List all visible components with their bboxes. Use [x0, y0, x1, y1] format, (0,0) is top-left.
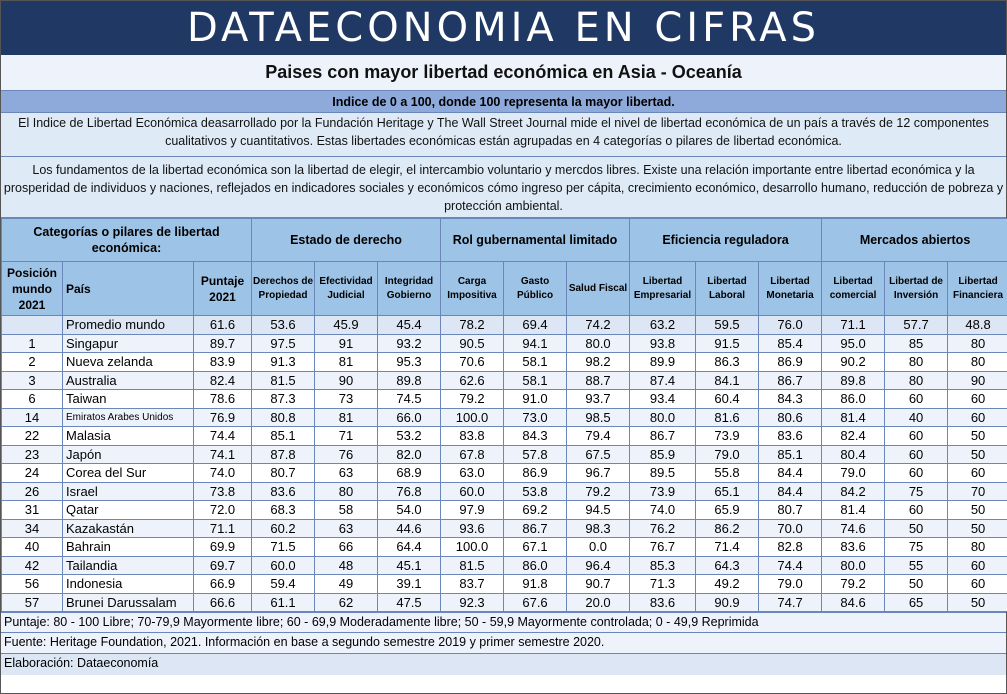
cell-value: 60: [948, 575, 1007, 594]
cell-position: 1: [2, 334, 63, 353]
cell-value: 73.9: [630, 482, 696, 501]
cell-value: 86.9: [759, 353, 822, 372]
cell-country: Taiwan: [63, 390, 194, 409]
cell-value: 82.4: [822, 427, 885, 446]
cell-position: 14: [2, 408, 63, 427]
cell-value: 86.9: [504, 464, 567, 483]
cell-value: 39.1: [378, 575, 441, 594]
cell-value: 60: [948, 464, 1007, 483]
cell-value: 75: [885, 538, 948, 557]
cell-score: 73.8: [194, 482, 252, 501]
cell-value: 70: [948, 482, 1007, 501]
cell-value: 70.0: [759, 519, 822, 538]
cell-value: 87.4: [630, 371, 696, 390]
cell-value: 55: [885, 556, 948, 575]
cell-value: 40: [885, 408, 948, 427]
cell-value: 45.1: [378, 556, 441, 575]
cell-value: 93.8: [630, 334, 696, 353]
cell-value: 45.4: [378, 316, 441, 335]
cell-position: 26: [2, 482, 63, 501]
categories-header: Categorías o pilares de libertad económica:: [2, 219, 252, 262]
table-row: [2, 556, 1007, 575]
cell-value: 79.2: [567, 482, 630, 501]
cell-value: 49.2: [696, 575, 759, 594]
cell-value: 45.9: [315, 316, 378, 335]
cell-position: 2: [2, 353, 63, 372]
cell-position: [2, 316, 63, 335]
cell-value: 90: [948, 371, 1007, 390]
cell-value: 57.7: [885, 316, 948, 335]
column-header-row: [2, 262, 1007, 316]
col-header-pais: País: [63, 262, 194, 316]
cell-value: 90: [315, 371, 378, 390]
cell-value: 53.8: [504, 482, 567, 501]
cell-value: 85.1: [252, 427, 315, 446]
description-paragraph-1: El Indice de Libertad Económica deasarrollado por la Fundación Heritage y The Wall Street Journal mide el nivel de libertad económica de un país a través de 12 componentes cualitativos y cuantitativos. Estas libertades económicas están agrupadas en 4 categorías o pilares de libertad económica.: [1, 113, 1006, 157]
cell-value: 44.6: [378, 519, 441, 538]
cell-score: 71.1: [194, 519, 252, 538]
cell-value: 71.4: [696, 538, 759, 557]
cell-score: 89.7: [194, 334, 252, 353]
cell-value: 78.2: [441, 316, 504, 335]
col-header-puntaje: Puntaje 2021: [194, 262, 252, 316]
cell-value: 82.8: [759, 538, 822, 557]
cell-value: 71: [315, 427, 378, 446]
cell-value: 65.9: [696, 501, 759, 520]
col-header-posicion: Posición mundo 2021: [2, 262, 63, 316]
cell-score: 76.9: [194, 408, 252, 427]
cell-country: Qatar: [63, 501, 194, 520]
table-row: [2, 501, 1007, 520]
table-row: [2, 445, 1007, 464]
group-header-mercados-abiertos: Mercados abiertos: [822, 219, 1007, 262]
cell-value: 97.5: [252, 334, 315, 353]
cell-value: 80: [885, 371, 948, 390]
cell-value: 74.6: [822, 519, 885, 538]
cell-value: 84.4: [759, 482, 822, 501]
col-header-libertad-financiera: Libertad Financiera: [948, 262, 1007, 316]
cell-country: Promedio mundo: [63, 316, 194, 335]
group-header-rol-gubernamental: Rol gubernamental limitado: [441, 219, 630, 262]
cell-country: Tailandia: [63, 556, 194, 575]
cell-value: 73.9: [696, 427, 759, 446]
cell-value: 66.0: [378, 408, 441, 427]
cell-value: 83.6: [630, 593, 696, 612]
cell-value: 80: [885, 353, 948, 372]
cell-position: 57: [2, 593, 63, 612]
cell-score: 69.9: [194, 538, 252, 557]
cell-value: 86.3: [696, 353, 759, 372]
cell-value: 71.3: [630, 575, 696, 594]
cell-value: 65: [885, 593, 948, 612]
cell-value: 74.5: [378, 390, 441, 409]
cell-value: 57.8: [504, 445, 567, 464]
cell-country: Brunei Darussalam: [63, 593, 194, 612]
cell-value: 79.0: [696, 445, 759, 464]
col-header-libertad-laboral: Libertad Laboral: [696, 262, 759, 316]
cell-value: 60: [948, 408, 1007, 427]
cell-score: 66.9: [194, 575, 252, 594]
cell-value: 63.0: [441, 464, 504, 483]
cell-value: 50: [948, 445, 1007, 464]
table-row: [2, 390, 1007, 409]
footer-source: Fuente: Heritage Foundation, 2021. Información en base a segundo semestre 2019 y primer semestre 2020.: [1, 632, 1006, 653]
cell-value: 86.0: [504, 556, 567, 575]
cell-value: 60: [885, 445, 948, 464]
cell-value: 87.3: [252, 390, 315, 409]
cell-value: 74.7: [759, 593, 822, 612]
cell-score: 82.4: [194, 371, 252, 390]
cell-value: 90.2: [822, 353, 885, 372]
cell-value: 59.5: [696, 316, 759, 335]
table-row: [2, 408, 1007, 427]
cell-value: 89.9: [630, 353, 696, 372]
cell-country: Corea del Sur: [63, 464, 194, 483]
cell-value: 80: [948, 538, 1007, 557]
cell-value: 95.3: [378, 353, 441, 372]
cell-value: 69.4: [504, 316, 567, 335]
cell-value: 91.8: [504, 575, 567, 594]
cell-value: 80: [948, 334, 1007, 353]
cell-value: 60: [885, 390, 948, 409]
cell-value: 96.7: [567, 464, 630, 483]
cell-value: 80.0: [567, 334, 630, 353]
col-header-carga-impositiva: Carga Impositiva: [441, 262, 504, 316]
cell-value: 82.0: [378, 445, 441, 464]
cell-value: 67.1: [504, 538, 567, 557]
cell-position: 31: [2, 501, 63, 520]
cell-value: 91: [315, 334, 378, 353]
cell-value: 98.3: [567, 519, 630, 538]
cell-value: 60: [885, 427, 948, 446]
cell-value: 55.8: [696, 464, 759, 483]
cell-value: 84.6: [822, 593, 885, 612]
cell-value: 94.5: [567, 501, 630, 520]
cell-country: Singapur: [63, 334, 194, 353]
cell-value: 81.4: [822, 408, 885, 427]
table-row: [2, 593, 1007, 612]
cell-value: 69.2: [504, 501, 567, 520]
cell-value: 64.4: [378, 538, 441, 557]
cell-value: 0.0: [567, 538, 630, 557]
cell-value: 58.1: [504, 371, 567, 390]
group-header-row: [2, 219, 1007, 262]
cell-value: 84.1: [696, 371, 759, 390]
cell-value: 97.9: [441, 501, 504, 520]
table-body: [2, 316, 1007, 612]
cell-value: 62.6: [441, 371, 504, 390]
cell-value: 58: [315, 501, 378, 520]
col-header-gasto-publico: Gasto Público: [504, 262, 567, 316]
cell-value: 85.1: [759, 445, 822, 464]
group-header-eficiencia-reguladora: Eficiencia reguladora: [630, 219, 822, 262]
cell-value: 86.7: [759, 371, 822, 390]
cell-value: 63.2: [630, 316, 696, 335]
cell-value: 67.5: [567, 445, 630, 464]
col-header-integridad-gobierno: Integridad Gobierno: [378, 262, 441, 316]
cell-value: 60: [885, 464, 948, 483]
cell-value: 60.0: [441, 482, 504, 501]
cell-value: 93.6: [441, 519, 504, 538]
page-subtitle: Indice de 0 a 100, donde 100 representa la mayor libertad.: [1, 91, 1006, 113]
col-header-libertad-empresarial: Libertad Empresarial: [630, 262, 696, 316]
cell-country: Malasia: [63, 427, 194, 446]
cell-value: 75: [885, 482, 948, 501]
cell-value: 80.4: [822, 445, 885, 464]
cell-score: 83.9: [194, 353, 252, 372]
cell-value: 81: [315, 408, 378, 427]
cell-position: 6: [2, 390, 63, 409]
cell-value: 84.4: [759, 464, 822, 483]
page-title: Paises con mayor libertad económica en Asia - Oceanía: [1, 55, 1006, 91]
table-row: [2, 538, 1007, 557]
cell-value: 50: [948, 501, 1007, 520]
description-paragraph-2: Los fundamentos de la libertad económica son la libertad de elegir, el intercambio voluntario y mercdos libres. Existe una relación importante entre libertad económica y la prosperidad de individuos y naciones, reflejados en indicadores sociales y económicos cómo ingreso per cápita, crecimiento económico, desarrollo humano, reducción de pobreza y protección ambiental.: [1, 157, 1006, 218]
cell-value: 81.4: [822, 501, 885, 520]
cell-value: 50: [885, 519, 948, 538]
cell-value: 81.6: [696, 408, 759, 427]
cell-country: Nueva zelanda: [63, 353, 194, 372]
cell-value: 80.0: [822, 556, 885, 575]
cell-value: 81.5: [252, 371, 315, 390]
cell-value: 100.0: [441, 538, 504, 557]
cell-value: 48.8: [948, 316, 1007, 335]
cell-value: 90.9: [696, 593, 759, 612]
table-row-world-average: [2, 316, 1007, 335]
cell-score: 66.6: [194, 593, 252, 612]
cell-value: 65.1: [696, 482, 759, 501]
cell-value: 76.7: [630, 538, 696, 557]
cell-value: 80.0: [630, 408, 696, 427]
cell-value: 61.1: [252, 593, 315, 612]
col-header-libertad-inversion: Libertad de Inversión: [885, 262, 948, 316]
cell-value: 49: [315, 575, 378, 594]
cell-score: 74.0: [194, 464, 252, 483]
cell-value: 50: [885, 575, 948, 594]
col-header-salud-fiscal: Salud Fiscal: [567, 262, 630, 316]
cell-value: 71.5: [252, 538, 315, 557]
cell-value: 83.6: [252, 482, 315, 501]
cell-value: 83.7: [441, 575, 504, 594]
cell-value: 84.2: [822, 482, 885, 501]
table-row: [2, 427, 1007, 446]
cell-value: 53.2: [378, 427, 441, 446]
cell-value: 71.1: [822, 316, 885, 335]
footer-scale-note: Puntaje: 80 - 100 Libre; 70-79,9 Mayormente libre; 60 - 69,9 Moderadamente libre; 50 - 59,9 Mayormente controlada; 0 - 49,9 Reprimida: [1, 612, 1006, 632]
cell-value: 81.5: [441, 556, 504, 575]
cell-value: 80.8: [252, 408, 315, 427]
cell-score: 74.4: [194, 427, 252, 446]
cell-score: 69.7: [194, 556, 252, 575]
cell-value: 74.2: [567, 316, 630, 335]
col-header-libertad-monetaria: Libertad Monetaria: [759, 262, 822, 316]
cell-value: 80.7: [252, 464, 315, 483]
cell-value: 90.7: [567, 575, 630, 594]
col-header-libertad-comercial: Libertad comercial: [822, 262, 885, 316]
cell-value: 79.2: [822, 575, 885, 594]
cell-value: 20.0: [567, 593, 630, 612]
cell-value: 58.1: [504, 353, 567, 372]
cell-value: 90.5: [441, 334, 504, 353]
cell-position: 22: [2, 427, 63, 446]
cell-value: 84.3: [504, 427, 567, 446]
cell-value: 89.5: [630, 464, 696, 483]
cell-value: 73.0: [504, 408, 567, 427]
cell-value: 76.0: [759, 316, 822, 335]
cell-value: 68.9: [378, 464, 441, 483]
cell-value: 80.7: [759, 501, 822, 520]
cell-value: 74.4: [759, 556, 822, 575]
cell-score: 78.6: [194, 390, 252, 409]
cell-value: 83.6: [759, 427, 822, 446]
table-row: [2, 353, 1007, 372]
table-row: [2, 464, 1007, 483]
cell-value: 86.2: [696, 519, 759, 538]
cell-value: 60: [948, 390, 1007, 409]
cell-value: 93.2: [378, 334, 441, 353]
table-row: [2, 482, 1007, 501]
cell-score: 61.6: [194, 316, 252, 335]
cell-position: 42: [2, 556, 63, 575]
cell-position: 23: [2, 445, 63, 464]
cell-value: 91.0: [504, 390, 567, 409]
cell-value: 60: [948, 556, 1007, 575]
cell-value: 79.2: [441, 390, 504, 409]
cell-value: 85.4: [759, 334, 822, 353]
cell-value: 86.7: [504, 519, 567, 538]
cell-value: 91.5: [696, 334, 759, 353]
cell-country: Emiratos Arabes Unidos: [63, 408, 194, 427]
cell-value: 91.3: [252, 353, 315, 372]
cell-value: 88.7: [567, 371, 630, 390]
cell-country: Kazakastán: [63, 519, 194, 538]
cell-value: 59.4: [252, 575, 315, 594]
cell-value: 95.0: [822, 334, 885, 353]
cell-score: 72.0: [194, 501, 252, 520]
cell-value: 79.4: [567, 427, 630, 446]
cell-value: 76: [315, 445, 378, 464]
cell-value: 76.2: [630, 519, 696, 538]
cell-value: 60.0: [252, 556, 315, 575]
cell-value: 93.7: [567, 390, 630, 409]
table-row: [2, 575, 1007, 594]
group-header-estado-derecho: Estado de derecho: [252, 219, 441, 262]
cell-value: 89.8: [822, 371, 885, 390]
cell-value: 60: [885, 501, 948, 520]
cell-value: 70.6: [441, 353, 504, 372]
cell-position: 24: [2, 464, 63, 483]
cell-value: 60.2: [252, 519, 315, 538]
cell-position: 40: [2, 538, 63, 557]
cell-position: 3: [2, 371, 63, 390]
table-row: [2, 371, 1007, 390]
cell-value: 86.0: [822, 390, 885, 409]
cell-value: 64.3: [696, 556, 759, 575]
brand-banner: DATAECONOMIA EN CIFRAS: [1, 1, 1006, 55]
cell-score: 74.1: [194, 445, 252, 464]
cell-value: 79.0: [759, 575, 822, 594]
cell-country: Bahrain: [63, 538, 194, 557]
freedom-index-table: [1, 218, 1007, 612]
table-row: [2, 519, 1007, 538]
cell-value: 85: [885, 334, 948, 353]
cell-value: 81: [315, 353, 378, 372]
cell-value: 85.3: [630, 556, 696, 575]
cell-value: 63: [315, 464, 378, 483]
footer-credit: Elaboración: Dataeconomía: [1, 653, 1006, 675]
cell-value: 86.7: [630, 427, 696, 446]
cell-value: 67.6: [504, 593, 567, 612]
cell-value: 98.2: [567, 353, 630, 372]
cell-value: 68.3: [252, 501, 315, 520]
cell-value: 66: [315, 538, 378, 557]
cell-position: 34: [2, 519, 63, 538]
table-row: [2, 334, 1007, 353]
cell-value: 80.6: [759, 408, 822, 427]
cell-value: 48: [315, 556, 378, 575]
cell-country: Indonesia: [63, 575, 194, 594]
cell-country: Australia: [63, 371, 194, 390]
cell-value: 93.4: [630, 390, 696, 409]
cell-value: 87.8: [252, 445, 315, 464]
cell-value: 98.5: [567, 408, 630, 427]
col-header-efectividad-judicial: Efectividad Judicial: [315, 262, 378, 316]
cell-value: 47.5: [378, 593, 441, 612]
cell-value: 50: [948, 427, 1007, 446]
cell-value: 84.3: [759, 390, 822, 409]
cell-value: 50: [948, 593, 1007, 612]
cell-position: 56: [2, 575, 63, 594]
cell-value: 76.8: [378, 482, 441, 501]
cell-value: 73: [315, 390, 378, 409]
cell-value: 83.6: [822, 538, 885, 557]
cell-value: 80: [948, 353, 1007, 372]
cell-value: 62: [315, 593, 378, 612]
cell-value: 50: [948, 519, 1007, 538]
cell-value: 89.8: [378, 371, 441, 390]
cell-value: 85.9: [630, 445, 696, 464]
cell-value: 67.8: [441, 445, 504, 464]
col-header-derechos-propiedad: Derechos de Propiedad: [252, 262, 315, 316]
cell-value: 54.0: [378, 501, 441, 520]
cell-value: 53.6: [252, 316, 315, 335]
cell-value: 60.4: [696, 390, 759, 409]
cell-country: Israel: [63, 482, 194, 501]
cell-value: 94.1: [504, 334, 567, 353]
cell-value: 74.0: [630, 501, 696, 520]
cell-value: 96.4: [567, 556, 630, 575]
cell-value: 80: [315, 482, 378, 501]
cell-value: 63: [315, 519, 378, 538]
cell-value: 92.3: [441, 593, 504, 612]
cell-value: 79.0: [822, 464, 885, 483]
cell-country: Japón: [63, 445, 194, 464]
cell-value: 100.0: [441, 408, 504, 427]
cell-value: 83.8: [441, 427, 504, 446]
